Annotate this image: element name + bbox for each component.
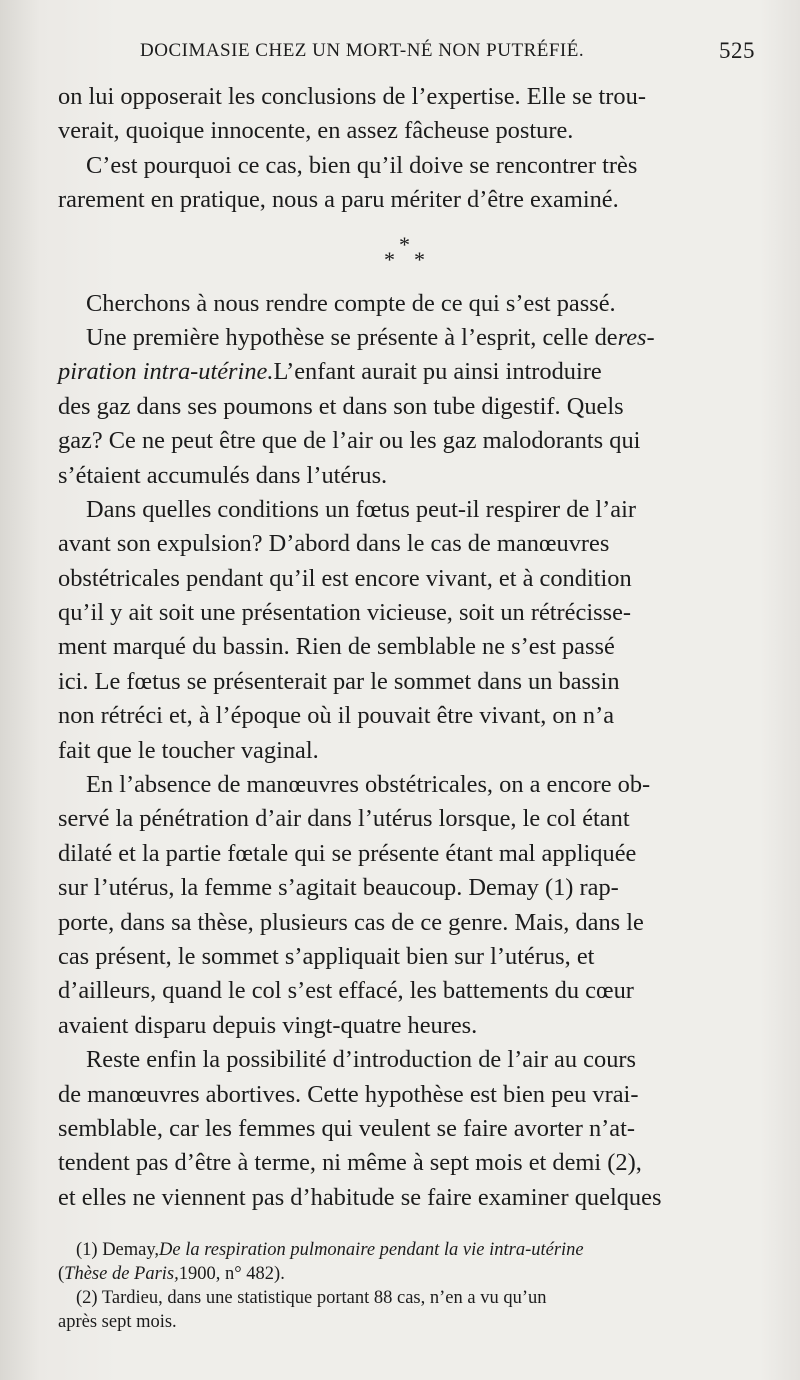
footnotes [58, 1238, 754, 1334]
text-line [58, 149, 754, 183]
text-run: des gaz dans ses poumons et dans son tube digestif. Quels [58, 392, 624, 420]
text-run: servé la pénétration d’air dans l’utérus lorsque, le col étant [58, 805, 630, 833]
text-line [58, 355, 754, 389]
text-run: Reste enfin la possibilité d’introduction de l’air au cours [86, 1046, 637, 1074]
italic-run: De la respiration pulmonaire pendant la vie intra-utérine [159, 1240, 584, 1260]
text-line [58, 802, 754, 836]
text-run: verait, quoique innocente, en assez fâcheuse posture. [58, 117, 574, 145]
text-run [86, 321, 655, 355]
footnote-run [58, 1262, 285, 1286]
text-run: obstétricales pendant qu’il est encore vivant, et à condition [58, 564, 632, 592]
footnote-run [76, 1238, 584, 1262]
text-line [58, 287, 754, 321]
text-run: de manœuvres abortives. Cette hypothèse est bien peu vrai- [58, 1080, 639, 1108]
text-line [58, 665, 754, 699]
running-header [140, 38, 755, 68]
text-run [58, 355, 602, 389]
footnote-line [58, 1238, 754, 1262]
text-run: s’étaient accumulés dans l’utérus. [58, 461, 388, 489]
separator-star: * [414, 246, 425, 272]
text-line [58, 114, 754, 148]
text-line [58, 527, 754, 561]
text-run: 1900, n° 482). [178, 1264, 285, 1284]
text-run: dilaté et la partie fœtale qui se présente étant mal appliquée [58, 839, 637, 867]
text-run: C’est pourquoi ce cas, bien qu’il doive se rencontrer très [86, 151, 638, 179]
text-run: L’enfant aurait pu ainsi introduire [273, 358, 602, 386]
text-line [58, 837, 754, 871]
text-line [58, 390, 754, 424]
text-line [58, 699, 754, 733]
text-run: sur l’utérus, la femme s’agitait beaucoup. Demay (1) rap- [58, 874, 619, 902]
section-separator [58, 218, 754, 287]
running-title: DOCIMASIE CHEZ UN MORT-NÉ NON PUTRÉFIÉ. [140, 40, 585, 61]
text-run: avant son expulsion? D’abord dans le cas de manœuvres [58, 530, 610, 558]
text-run: et elles ne viennent pas d’habitude se faire examiner quelques [58, 1183, 662, 1211]
separator-star: * [399, 231, 410, 257]
text-run: En l’absence de manœuvres obstétricales, on a encore ob- [86, 771, 651, 799]
text-line [58, 183, 754, 217]
text-line [58, 493, 754, 527]
italic-run: res- [617, 323, 655, 351]
text-run: ment marqué du bassin. Rien de semblable ne s’est passé [58, 633, 615, 661]
text-run: tendent pas d’être à terme, ni même à sept mois et demi (2), [58, 1149, 642, 1177]
text-line [58, 768, 754, 802]
text-run: fait que le toucher vaginal. [58, 736, 319, 764]
text-line [58, 1078, 754, 1112]
text-run: cas présent, le sommet s’appliquait bien sur l’utérus, et [58, 942, 595, 970]
text-line [58, 562, 754, 596]
text-line [58, 871, 754, 905]
text-line [58, 940, 754, 974]
text-line [58, 734, 754, 768]
text-run: ( [58, 1264, 65, 1284]
footnote-line [58, 1286, 754, 1310]
text-line [58, 1181, 754, 1215]
text-run: semblable, car les femmes qui veulent se faire avorter n’at- [58, 1114, 635, 1142]
text-run: avaient disparu depuis vingt-quatre heures. [58, 1011, 478, 1039]
text-line [58, 459, 754, 493]
text-run: on lui opposerait les conclusions de l’expertise. Elle se trou- [58, 83, 646, 110]
text-run: gaz? Ce ne peut être que de l’air ou les gaz malodorants qui [58, 427, 641, 455]
text-line [58, 974, 754, 1008]
text-run: rarement en pratique, nous a paru mériter d’être examiné. [58, 186, 619, 214]
footnote-line [58, 1262, 754, 1286]
text-run: (1) Demay, [76, 1240, 160, 1260]
text-line [58, 596, 754, 630]
page-number: 525 [719, 38, 755, 63]
main-text [58, 80, 754, 1215]
text-run: d’ailleurs, quand le col s’est effacé, les battements du cœur [58, 977, 634, 1005]
text-run: Cherchons à nous rendre compte de ce qui s’est passé. [86, 289, 616, 317]
text-line [58, 321, 754, 355]
italic-run: Thèse de Paris, [64, 1264, 179, 1284]
text-line [58, 424, 754, 458]
text-run: après sept mois. [58, 1312, 177, 1332]
text-run: (2) Tardieu, dans une statistique portant 88 cas, n’en a vu qu’un [76, 1288, 547, 1308]
italic-run: piration intra-utérine. [58, 358, 274, 386]
text-line [58, 1146, 754, 1180]
text-line [58, 1009, 754, 1043]
text-run: non rétréci et, à l’époque où il pouvait être vivant, on n’a [58, 702, 615, 730]
text-run: qu’il y ait soit une présentation vicieuse, soit un rétrécisse- [58, 599, 632, 627]
text-line [58, 1043, 754, 1077]
text-line [58, 1112, 754, 1146]
separator-star: * [384, 246, 395, 272]
footnote-line [58, 1310, 754, 1334]
text-line [58, 630, 754, 664]
text-run: Dans quelles conditions un fœtus peut-il respirer de l’air [86, 495, 637, 523]
text-line [58, 80, 754, 114]
text-line [58, 906, 754, 940]
text-run: ici. Le fœtus se présenterait par le sommet dans un bassin [58, 667, 620, 695]
text-run: porte, dans sa thèse, plusieurs cas de ce genre. Mais, dans le [58, 908, 644, 936]
text-run: Une première hypothèse se présente à l’esprit, celle de [86, 323, 618, 351]
